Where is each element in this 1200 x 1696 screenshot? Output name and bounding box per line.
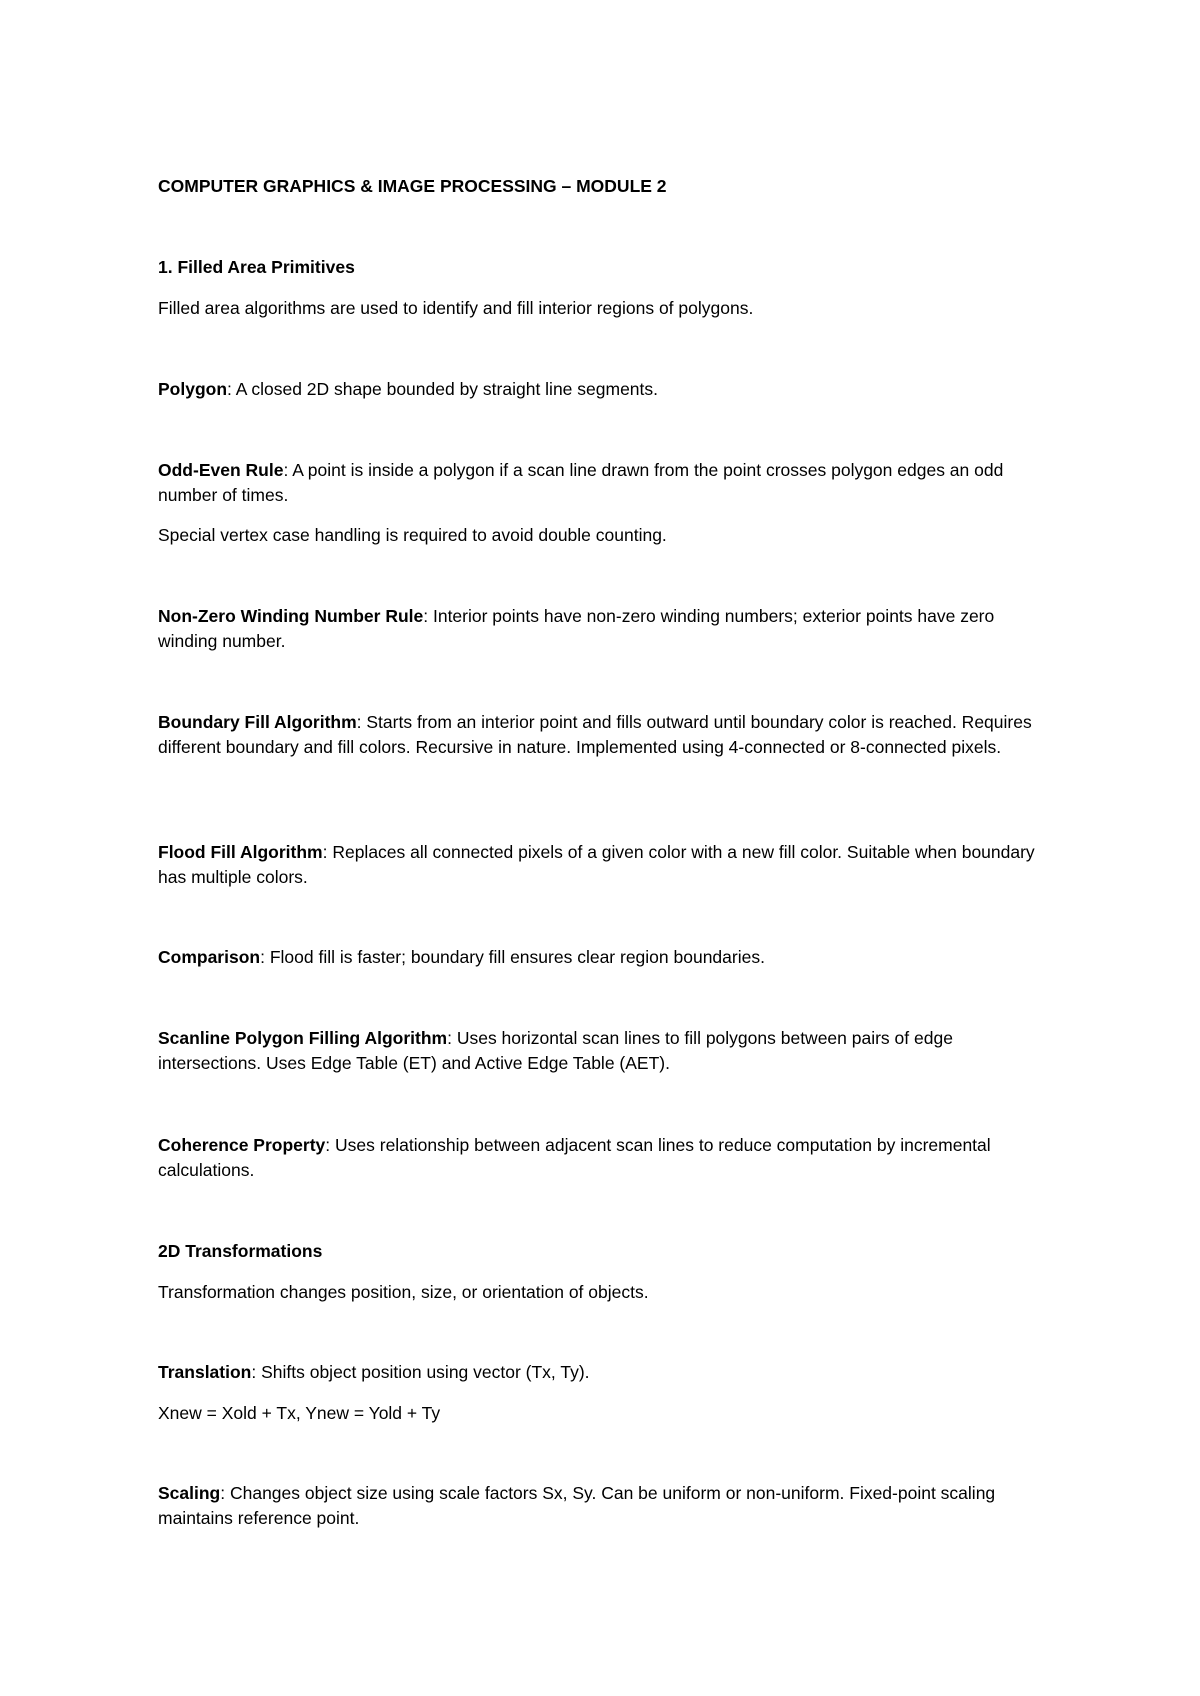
definition-scaling (158, 1481, 1058, 1531)
definition-boundary-fill (158, 710, 1058, 760)
term-boundary-fill: Boundary Fill Algorithm (158, 712, 357, 732)
note-vertex-handling: Special vertex case handling is required to avoid double counting. (158, 525, 667, 545)
document-title: COMPUTER GRAPHICS & IMAGE PROCESSING – MODULE 2 (158, 176, 667, 196)
term-flood-fill: Flood Fill Algorithm (158, 842, 323, 862)
definition-text: : Changes object size using scale factors Sx, Sy. Can be uniform or non-uniform. Fixed-point scaling maintains reference point. (158, 1483, 996, 1528)
term-translation: Translation (158, 1362, 252, 1382)
term-non-zero-winding: Non-Zero Winding Number Rule (158, 606, 424, 626)
term-scaling: Scaling (158, 1483, 221, 1503)
definition-text: : A closed 2D shape bounded by straight line segments. (227, 379, 659, 399)
definition-text: : Interior points have non-zero winding numbers; exterior points have zero winding number. (158, 606, 995, 651)
definition-odd-even-rule (158, 458, 1058, 508)
definition-text: : Flood fill is faster; boundary fill ensures clear region boundaries. (260, 947, 765, 967)
formula-translation: Xnew = Xold + Tx, Ynew = Yold + Ty (158, 1403, 441, 1423)
term-coherence-property: Coherence Property (158, 1135, 326, 1155)
definition-scanline-filling (158, 1026, 1058, 1076)
section-heading-2d-transformations: 2D Transformations (158, 1241, 323, 1261)
term-polygon: Polygon (158, 379, 228, 399)
section-intro-filled-area: Filled area algorithms are used to identify and fill interior regions of polygons. (158, 298, 754, 318)
section-intro-transformations: Transformation changes position, size, or orientation of objects. (158, 1282, 649, 1302)
definition-text: : Uses horizontal scan lines to fill polygons between pairs of edge intersections. Uses Edge Table (ET) and Active Edge Table (AET). (158, 1028, 953, 1073)
definition-text: : A point is inside a polygon if a scan line drawn from the point crosses polygon edges an odd number of times. (158, 460, 1004, 505)
definition-comparison (158, 945, 1058, 970)
definition-non-zero-winding (158, 604, 1058, 654)
definition-text: : Shifts object position using vector (Tx, Ty). (251, 1362, 590, 1382)
definition-translation (158, 1360, 1058, 1385)
definition-polygon (158, 377, 1058, 402)
definition-flood-fill (158, 840, 1058, 890)
definition-coherence-property (158, 1133, 1058, 1183)
definition-text: : Starts from an interior point and fills outward until boundary color is reached. Requires different boundary and fill colors. Recursive in nature. Implemented using 4-connected or 8-connected pixels. (158, 712, 1032, 757)
term-scanline-filling: Scanline Polygon Filling Algorithm (158, 1028, 448, 1048)
term-comparison: Comparison (158, 947, 261, 967)
term-odd-even-rule: Odd-Even Rule (158, 460, 284, 480)
definition-text: : Uses relationship between adjacent scan lines to reduce computation by incremental calculations. (158, 1135, 991, 1180)
section-heading-filled-area: 1. Filled Area Primitives (158, 257, 355, 277)
definition-text: : Replaces all connected pixels of a given color with a new fill color. Suitable when boundary has multiple colors. (158, 842, 1035, 887)
